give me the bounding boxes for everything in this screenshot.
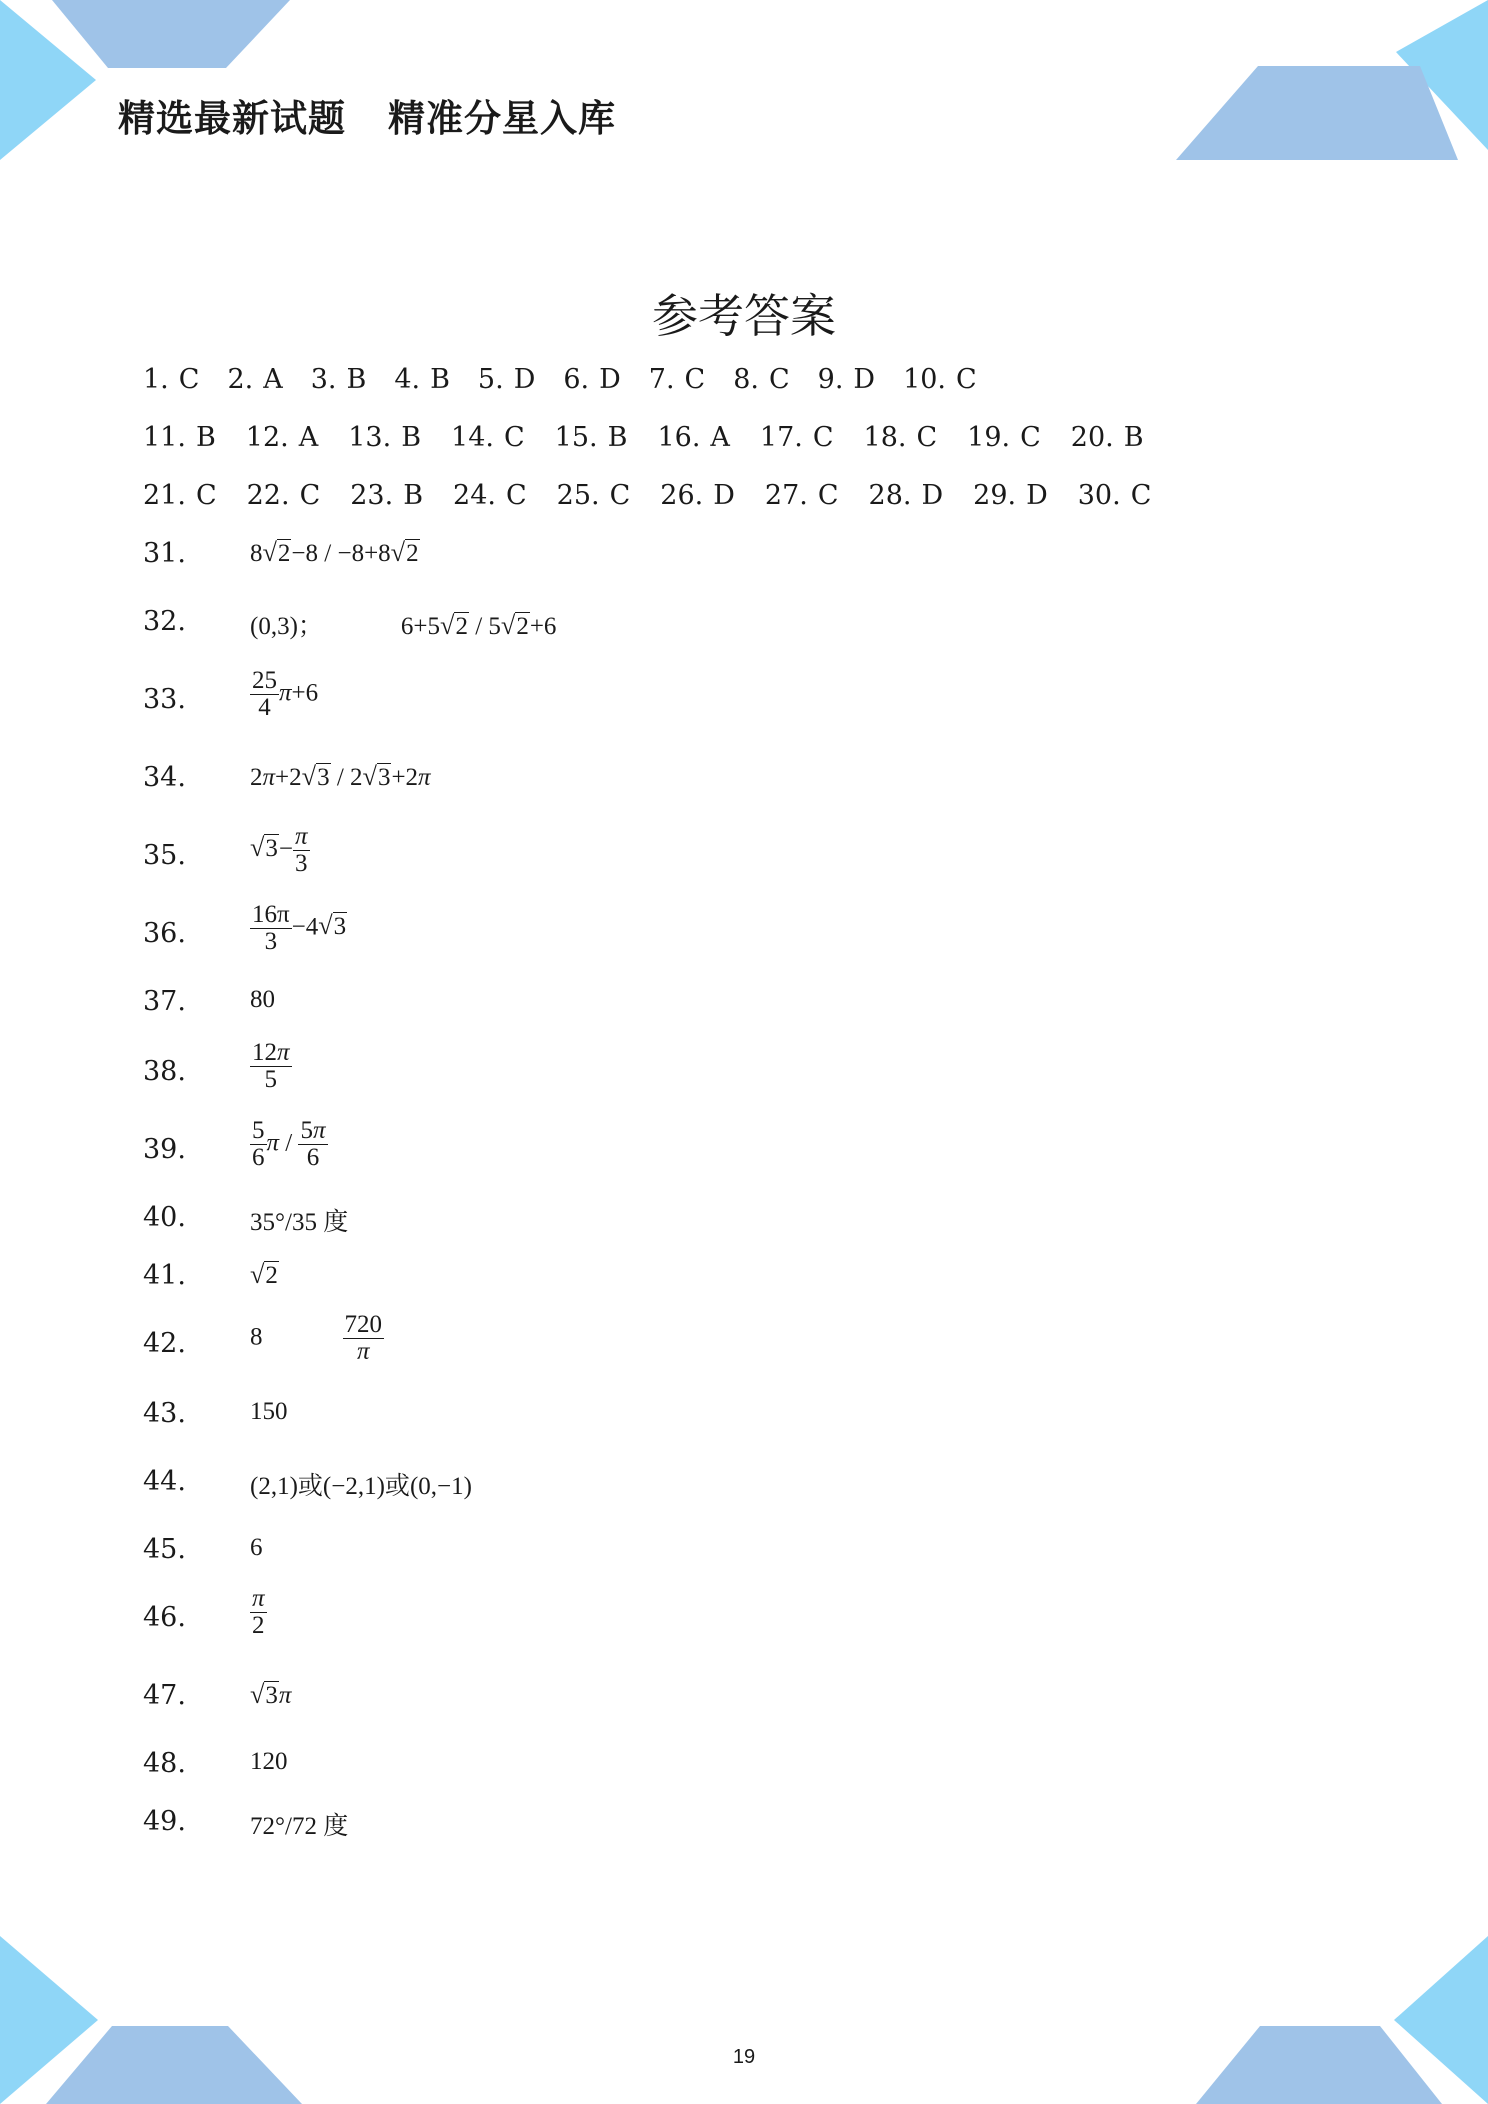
choice-letter: D xyxy=(853,364,876,395)
choice-letter: B xyxy=(346,364,367,395)
question-number: 46. xyxy=(143,1602,186,1633)
choice-answer xyxy=(1078,480,1152,511)
question-number: 39. xyxy=(143,1134,186,1165)
choice-number: 9. xyxy=(817,364,844,395)
choice-answer xyxy=(246,422,318,453)
question-number: 33. xyxy=(143,684,186,715)
choice-letter: D xyxy=(599,364,621,395)
choice-letter: B xyxy=(403,480,424,511)
choice-number: 20. xyxy=(1070,422,1114,453)
choice-answer xyxy=(555,422,628,453)
choice-number: 1. xyxy=(143,364,169,395)
choice-number: 29. xyxy=(973,480,1017,511)
choice-number: 23. xyxy=(350,480,394,511)
choice-row-3 xyxy=(143,480,1181,511)
separator: ； xyxy=(297,613,323,640)
question-number: 48. xyxy=(143,1748,186,1779)
choice-letter: D xyxy=(713,480,735,511)
choice-number: 22. xyxy=(246,480,290,511)
answer-expression: (2,1)或(−2,1)或(0,−1) xyxy=(250,1473,472,1500)
question-number: 34. xyxy=(143,762,186,793)
or-word: 或 xyxy=(297,1473,323,1500)
answer-expression: 150 xyxy=(250,1398,288,1425)
choice-number: 28. xyxy=(868,480,912,511)
choice-number: 27. xyxy=(764,480,808,511)
choice-answer xyxy=(818,364,875,395)
slogan-left: 精选最新试题 xyxy=(118,97,346,140)
question-number: 35. xyxy=(143,840,186,871)
choice-answer xyxy=(451,422,525,453)
question-number: 37. xyxy=(143,986,186,1017)
question-number: 38. xyxy=(143,1056,186,1087)
choice-number: 15. xyxy=(554,422,598,453)
answer-expression: 80 xyxy=(250,986,275,1013)
answer-expression: √3π xyxy=(250,1680,292,1709)
choice-answer xyxy=(143,364,199,395)
choice-letter: D xyxy=(1026,480,1048,511)
answer-expression: $\frac{\pi}{2}$ xyxy=(252,1585,265,1640)
question-number: 47. xyxy=(143,1680,186,1711)
answer-expression: √3− $\frac{\pi}{3}$ xyxy=(250,823,308,878)
choice-letter: B xyxy=(401,422,422,453)
choice-letter: D xyxy=(513,364,536,395)
answer-expression: 35°/35 度 xyxy=(250,1209,349,1236)
choice-number: 10. xyxy=(903,364,947,395)
choice-answer xyxy=(649,364,705,395)
question-number: 31. xyxy=(143,538,186,569)
choice-letter: D xyxy=(921,480,944,511)
answer-expression: $\frac{25}{4}$ π+6 xyxy=(252,667,319,722)
choice-answer xyxy=(657,422,729,453)
choice-answer xyxy=(973,480,1048,511)
top-left-trapezoid xyxy=(52,0,290,68)
choice-letter: C xyxy=(956,364,977,395)
choice-letter: C xyxy=(506,480,527,511)
choice-row-1 xyxy=(143,364,1005,395)
choice-answer xyxy=(869,480,944,511)
choice-answer xyxy=(227,364,282,395)
question-number: 36. xyxy=(143,918,186,949)
choice-number: 17. xyxy=(759,422,803,453)
choice-number: 30. xyxy=(1077,480,1121,511)
choice-letter: C xyxy=(178,364,200,395)
choice-number: 13. xyxy=(348,422,392,453)
choice-letter: C xyxy=(768,364,790,395)
choice-answer xyxy=(760,422,834,453)
answer-expression: 8√2−8 / −8+8√2 xyxy=(250,538,419,567)
question-number: 41. xyxy=(143,1260,186,1291)
question-number: 45. xyxy=(143,1534,186,1565)
answer-expression: 8 $\frac{720}{\pi}$ xyxy=(250,1311,382,1366)
choice-number: 8. xyxy=(733,364,759,395)
choice-letter: C xyxy=(684,364,706,395)
question-number: 44. xyxy=(143,1466,186,1497)
choice-answer xyxy=(864,422,938,453)
page-number: 19 xyxy=(732,2046,756,2068)
header-slogan xyxy=(118,88,616,142)
choice-number: 2. xyxy=(227,364,254,395)
choice-number: 5. xyxy=(477,364,504,395)
answer-expression: $\frac{5}{6}$ π / $\frac{5\pi}{6}$ xyxy=(252,1117,326,1172)
page-title: 参考答案 xyxy=(652,289,836,343)
choice-letter: C xyxy=(195,480,217,511)
choice-answer xyxy=(247,480,321,511)
answer-expression: (0,3)； 6+5√2 / 5√2+6 xyxy=(250,611,557,640)
slogan-right: 精准分星入库 xyxy=(388,97,616,140)
answer-expression: 72°/72 度 xyxy=(250,1813,349,1840)
choice-answer xyxy=(903,364,977,395)
answer-first: 8 xyxy=(250,1323,263,1351)
choice-number: 12. xyxy=(245,422,289,453)
choice-answer xyxy=(143,480,217,511)
choice-answer xyxy=(563,364,620,395)
top-right-trapezoid xyxy=(1176,66,1458,160)
choice-answer xyxy=(1071,422,1144,453)
choice-answer xyxy=(967,422,1041,453)
choice-number: 21. xyxy=(143,480,186,511)
question-number: 32. xyxy=(143,606,186,637)
choice-number: 26. xyxy=(660,480,704,511)
choice-letter: A xyxy=(710,422,730,453)
choice-number: 18. xyxy=(863,422,907,453)
answer-expression: 6 xyxy=(250,1534,263,1561)
choice-letter: C xyxy=(817,480,839,511)
choice-letter: C xyxy=(1020,422,1041,453)
choice-letter: C xyxy=(812,422,834,453)
answer-expression: 120 xyxy=(250,1748,288,1775)
choice-number: 7. xyxy=(648,364,675,395)
answer-expression: 2π+2√3 / 2√3+2π xyxy=(250,762,431,791)
choice-answer xyxy=(350,480,423,511)
choice-letter: B xyxy=(430,364,450,395)
question-number: 49. xyxy=(143,1806,186,1837)
choice-answer xyxy=(348,422,421,453)
choice-letter: C xyxy=(299,480,321,511)
choice-answer xyxy=(478,364,535,395)
answer-expression: √2 xyxy=(250,1260,278,1289)
choice-letter: C xyxy=(916,422,938,453)
choice-letter: A xyxy=(298,422,319,453)
choice-letter: C xyxy=(609,480,631,511)
choice-number: 25. xyxy=(556,480,600,511)
or-word: 或 xyxy=(384,1473,410,1500)
choice-number: 14. xyxy=(451,422,494,453)
choice-answer xyxy=(394,364,450,395)
choice-letter: C xyxy=(1130,480,1152,511)
choice-answer xyxy=(453,480,527,511)
choice-answer xyxy=(660,480,735,511)
choice-answer xyxy=(557,480,631,511)
question-number: 43. xyxy=(143,1398,186,1429)
choice-answer xyxy=(143,422,216,453)
choice-number: 6. xyxy=(563,364,590,395)
choice-number: 24. xyxy=(453,480,496,511)
choice-number: 19. xyxy=(967,422,1011,453)
choice-row-2 xyxy=(143,422,1174,453)
choice-letter: B xyxy=(195,422,216,453)
choice-letter: A xyxy=(263,364,283,395)
choice-number: 3. xyxy=(310,364,337,395)
choice-number: 4. xyxy=(394,364,421,395)
choice-answer xyxy=(311,364,367,395)
choice-number: 11. xyxy=(143,422,186,453)
question-number: 42. xyxy=(143,1328,186,1359)
answer-expression: $\frac{12\pi}{5}$ xyxy=(252,1039,290,1094)
choice-number: 16. xyxy=(657,422,701,453)
question-number: 40. xyxy=(143,1202,186,1233)
choice-answer xyxy=(765,480,839,511)
choice-letter: B xyxy=(1123,422,1144,453)
choice-letter: B xyxy=(607,422,628,453)
answer-expression: $\frac{16\pi}{3}$ −4√3 xyxy=(252,901,347,956)
choice-answer xyxy=(733,364,789,395)
choice-letter: C xyxy=(504,422,525,453)
